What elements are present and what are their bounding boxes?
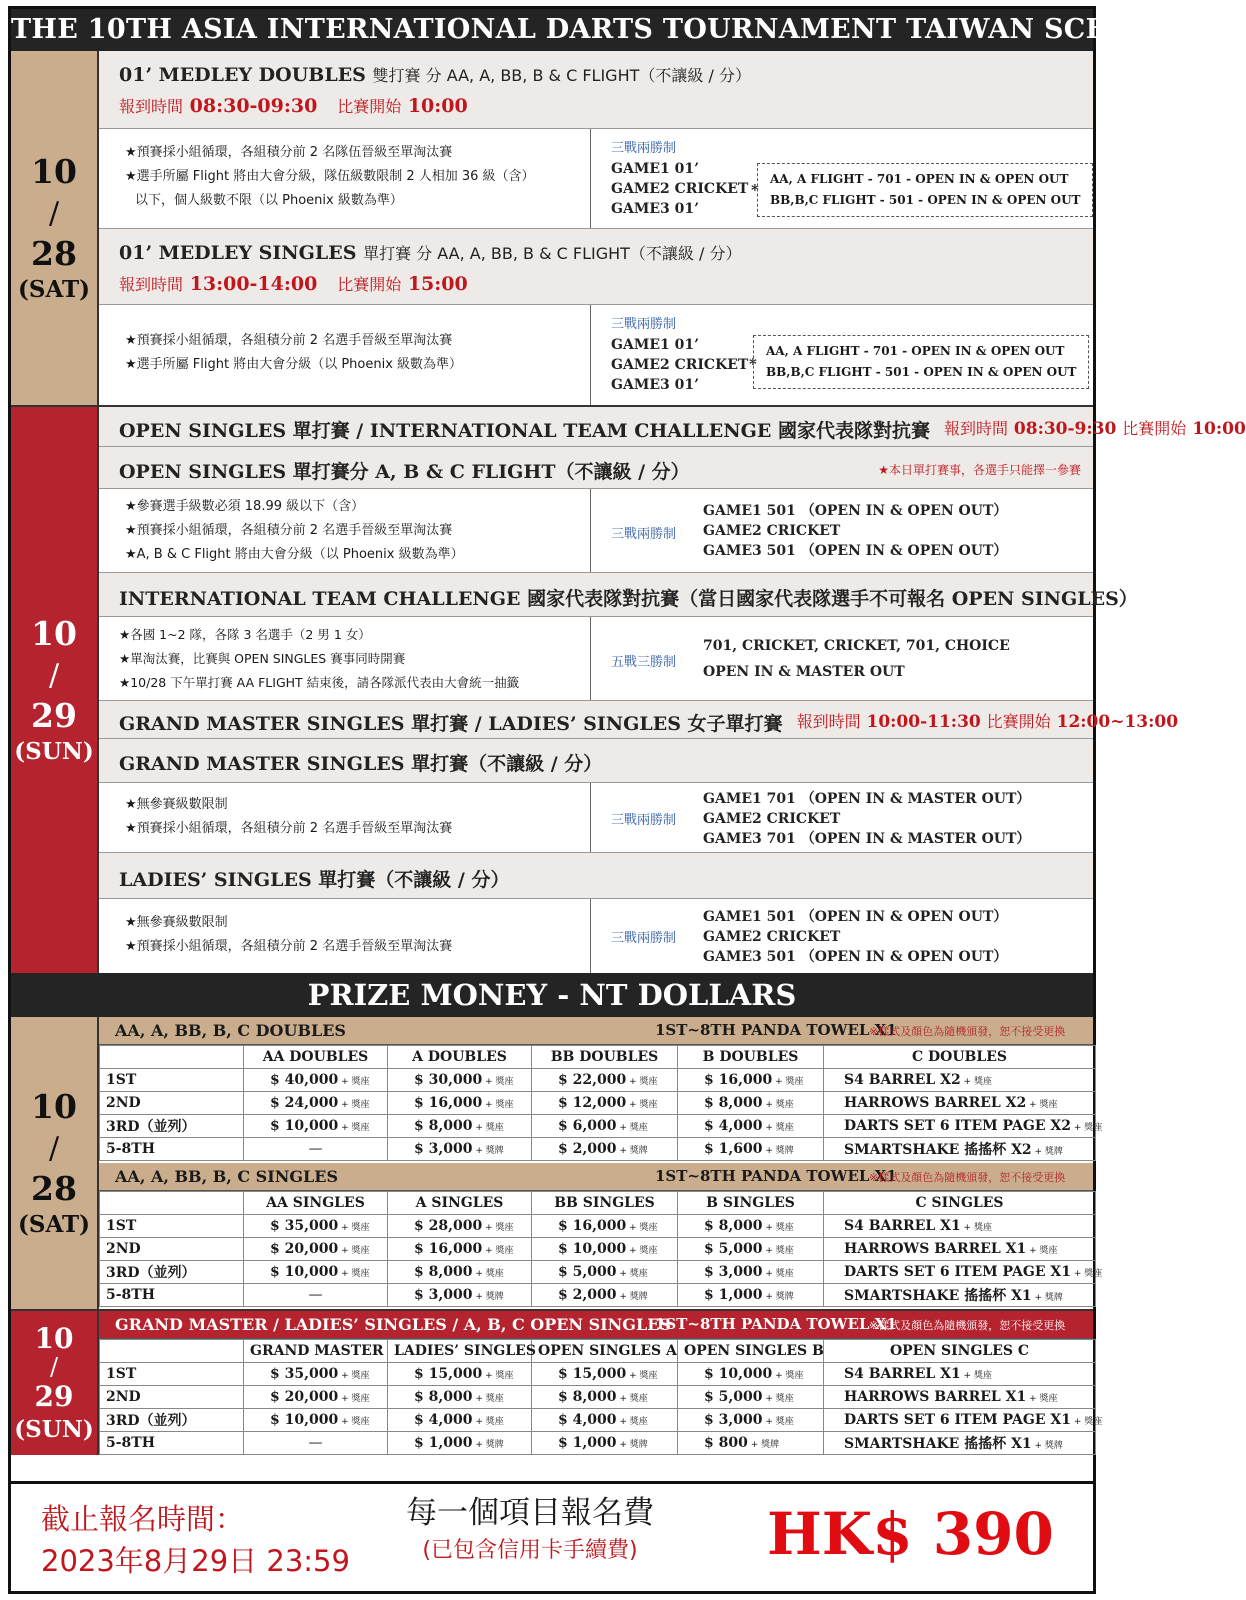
grand-master-ladies-header: GRAND MASTER SINGLES 單打賽 / LADIES’ SINGLES 女子單打賽 報到時間 10:00-11:30 比賽開始 12:00~13:00 <box>99 701 1093 739</box>
prize-column-header: C DOUBLES <box>824 1046 1096 1069</box>
prize-column-header: OPEN SINGLES B <box>678 1340 824 1363</box>
prize-row <box>100 1069 1096 1092</box>
prize-column-header: OPEN SINGLES A <box>532 1340 678 1363</box>
ladies-singles-details: ★無參賽級數限制 ★預賽採小組循環，各組積分前 2 名選手晉級至單淘汰賽 三戰兩勝制 GAME1 501 （OPEN IN & OPEN OUT） GAME2 CRICKET GAME3 501 （OPEN IN & OPEN OUT） <box>99 899 1093 975</box>
grand-master-header: GRAND MASTER SINGLES 單打賽（不讓級 / 分） <box>99 739 1093 783</box>
prize-cell: — <box>244 1432 388 1455</box>
prize-cell: $ 8,000 + 獎座 <box>388 1261 532 1284</box>
prize-cell: $ 8,000 + 獎座 <box>678 1092 824 1115</box>
prize-cell: $ 10,000 + 獎座 <box>244 1261 388 1284</box>
prize-row <box>100 1386 1096 1409</box>
singles-prize-table <box>99 1191 1103 1307</box>
prize-day2: 10 / 29 (SUN) GRAND MASTER / LADIES’ SINGLES / A, B, C OPEN SINGLES 1ST~8TH PANDA TOWEL X1 ※樣式及顏色為隨機頒發，恕不接受更換 GRAND MASTER LADIES’ SINGLES OPEN SINGLES A OPEN SINGLES B OPEN SINGLES C 1ST $ 35,000 + 獎座 $ 15,000 + 獎座 $ 15,000 + 獎座 $ 10,000 + 獎座 S4 BARREL X1 + 獎座 2ND $ 20,000 + 獎座 $ 8,000 + 獎座 $ 8,000 + 獎座 $ 5,000 + 獎座 HARROWS BARREL X1 + 獎座 3RD（並列） $ 10,000 + 獎座 $ 4,000 + 獎座 $ 4,000 + 獎座 $ 3,000 + 獎座 DARTS SET 6 ITEM PAGE X1 + 獎座 5-8TH — $ 1,000 + 獎牌 $ 1,000 + 獎牌 $ 800 + 獎牌 SMARTSHAKE 搖搖杯 X1 + 獎牌 <box>11 1309 1093 1455</box>
day1-date: 10 / 28 (SAT) <box>11 51 97 405</box>
prize-cell: $ 10,000 + 獎座 <box>244 1115 388 1138</box>
schedule-page <box>8 6 1246 1594</box>
day1-schedule <box>11 51 1093 405</box>
prize-column-header: GRAND MASTER <box>244 1340 388 1363</box>
team-challenge-header: INTERNATIONAL TEAM CHALLENGE 國家代表隊對抗賽（當日國家代表隊選手不可報名 OPEN SINGLES） <box>99 573 1093 617</box>
prize-cell: $ 16,000 + 獎座 <box>388 1238 532 1261</box>
prize-cell: $ 1,600 + 獎牌 <box>678 1138 824 1161</box>
deadline: 截止報名時間： 2023年8月29日 23:59 <box>41 1502 350 1578</box>
prize-row <box>100 1363 1096 1386</box>
prize-cell: $ 22,000 + 獎座 <box>532 1069 678 1092</box>
prize-column-header: B SINGLES <box>678 1192 824 1215</box>
table-corner <box>100 1046 244 1069</box>
prize-row <box>100 1215 1096 1238</box>
prize-cell: $ 10,000 + 獎座 <box>532 1238 678 1261</box>
prize-cell: $ 20,000 + 獎座 <box>244 1238 388 1261</box>
prize-column-header: AA SINGLES <box>244 1192 388 1215</box>
team-challenge-details: ★各國 1~2 隊，各隊 3 名選手（2 男 1 女） ★單淘汰賽，比賽與 OPEN SINGLES 賽事同時開賽 ★10/28 下午單打賽 AA FLIGHT 結束後，請各隊派代表由大會統一抽籤 五戰三勝制 701, CRICKET, CRICKET, 701, CHOICE OPEN IN & MASTER OUT <box>99 617 1093 701</box>
prize-cell: $ 16,000 + 獎座 <box>388 1092 532 1115</box>
prize-cell: $ 800 + 獎牌 <box>678 1432 824 1455</box>
prize-money-title: PRIZE MONEY - NT DOLLARS <box>11 973 1093 1017</box>
prize-place: 5-8TH <box>100 1138 244 1161</box>
prize-place: 5-8TH <box>100 1432 244 1455</box>
prize-cell: $ 1,000 + 獎牌 <box>678 1284 824 1307</box>
prize-cell: SMARTSHAKE 搖搖杯 X1 + 獎牌 <box>824 1432 1096 1455</box>
prize-cell: $ 1,000 + 獎牌 <box>388 1432 532 1455</box>
prize-column-header: A DOUBLES <box>388 1046 532 1069</box>
page-title: THE 10TH ASIA INTERNATIONAL DARTS TOURNAMENT TAIWAN SCHEDULE <box>11 9 1093 51</box>
table-corner <box>100 1340 244 1363</box>
prize-cell: $ 3,000 + 獎座 <box>678 1261 824 1284</box>
prize-row <box>100 1432 1096 1455</box>
table-corner <box>100 1192 244 1215</box>
day2-schedule <box>11 405 1246 973</box>
prize-place: 5-8TH <box>100 1284 244 1307</box>
prize-cell: SMARTSHAKE 搖搖杯 X2 + 獎牌 <box>824 1138 1096 1161</box>
prize-cell: DARTS SET 6 ITEM PAGE X1 + 獎座 <box>824 1261 1096 1284</box>
open-prize-table <box>99 1339 1103 1455</box>
prize-row <box>100 1092 1096 1115</box>
prize-cell: $ 10,000 + 獎座 <box>678 1363 824 1386</box>
prize-cell: $ 15,000 + 獎座 <box>388 1363 532 1386</box>
prize-cell: DARTS SET 6 ITEM PAGE X2 + 獎座 <box>824 1115 1096 1138</box>
prize-cell: $ 3,000 + 獎牌 <box>388 1284 532 1307</box>
prize-cell: — <box>244 1138 388 1161</box>
prize-cell: $ 30,000 + 獎座 <box>388 1069 532 1092</box>
prize-place: 2ND <box>100 1238 244 1261</box>
prize-cell: $ 3,000 + 獎牌 <box>388 1138 532 1161</box>
prize-cell: $ 8,000 + 獎座 <box>678 1215 824 1238</box>
registration-footer <box>11 1481 1093 1591</box>
prize-cell: $ 15,000 + 獎座 <box>532 1363 678 1386</box>
prize-cell: HARROWS BARREL X2 + 獎座 <box>824 1092 1096 1115</box>
prize-cell: $ 3,000 + 獎座 <box>678 1409 824 1432</box>
prize-cell: $ 4,000 + 獎座 <box>388 1409 532 1432</box>
ladies-singles-header: LADIES’ SINGLES 單打賽（不讓級 / 分） <box>99 853 1093 899</box>
prize-cell: $ 6,000 + 獎座 <box>532 1115 678 1138</box>
prize-cell: $ 5,000 + 獎座 <box>678 1386 824 1409</box>
entry-price: HK$ 390 <box>767 1500 1054 1568</box>
day2-date: 10 / 29 (SUN) <box>11 407 97 973</box>
prize-column-header: C SINGLES <box>824 1192 1096 1215</box>
prize-cell: $ 24,000 + 獎座 <box>244 1092 388 1115</box>
prize-cell: $ 10,000 + 獎座 <box>244 1409 388 1432</box>
open-singles-team-header: OPEN SINGLES 單打賽 / INTERNATIONAL TEAM CHALLENGE 國家代表隊對抗賽 報到時間 08:30-9:30 比賽開始 10:00 <box>99 407 1093 447</box>
prize-row <box>100 1115 1096 1138</box>
prize-cell: $ 20,000 + 獎座 <box>244 1386 388 1409</box>
prize-cell: $ 4,000 + 獎座 <box>678 1115 824 1138</box>
prize-cell: S4 BARREL X1 + 獎座 <box>824 1215 1096 1238</box>
prize-cell: $ 4,000 + 獎座 <box>532 1409 678 1432</box>
prize-column-header: LADIES’ SINGLES <box>388 1340 532 1363</box>
prize-place: 1ST <box>100 1363 244 1386</box>
prize-row <box>100 1238 1096 1261</box>
prize-place: 3RD（並列） <box>100 1409 244 1432</box>
prize-cell: $ 2,000 + 獎牌 <box>532 1138 678 1161</box>
prize-row <box>100 1261 1096 1284</box>
prize-column-header: AA DOUBLES <box>244 1046 388 1069</box>
prize-row <box>100 1284 1096 1307</box>
medley-singles-header: 01’ MEDLEY SINGLES 單打賽 分 AA, A, BB, B & C FLIGHT（不讓級 / 分） 報到時間 13:00-14:00 比賽開始 15:00 <box>99 229 1093 305</box>
prize-cell: $ 16,000 + 獎座 <box>532 1215 678 1238</box>
prize-cell: $ 35,000 + 獎座 <box>244 1215 388 1238</box>
prize-row <box>100 1409 1096 1432</box>
prize-cell: $ 28,000 + 獎座 <box>388 1215 532 1238</box>
entry-fee: 每一個項目報名費 (已包含信用卡手續費) <box>406 1495 654 1563</box>
open-singles-header: OPEN SINGLES 單打賽分 A, B & C FLIGHT（不讓級 / 分） ★本日單打賽事，各選手只能擇一參賽 <box>99 447 1093 489</box>
prize-column-header: A SINGLES <box>388 1192 532 1215</box>
prize-cell: HARROWS BARREL X1 + 獎座 <box>824 1386 1096 1409</box>
prize-cell: SMARTSHAKE 搖搖杯 X1 + 獎牌 <box>824 1284 1096 1307</box>
prize-cell: $ 12,000 + 獎座 <box>532 1092 678 1115</box>
prize-place: 3RD（並列） <box>100 1115 244 1138</box>
medley-singles-details: ★預賽採小組循環，各組積分前 2 名選手晉級至單淘汰賽 ★選手所屬 Flight 將由大會分級（以 Phoenix 級數為準） 三戰兩勝制 GAME1 01’ GAME2 CRICKET GAME3 01’ * AA, A FLIGHT - 701 - OPEN IN & OPEN OUT BB,B,C FLIGHT - 501 - OPEN IN & OPEN OUT <box>99 305 1093 405</box>
prize-cell: $ 8,000 + 獎座 <box>388 1386 532 1409</box>
prize-column-header: BB SINGLES <box>532 1192 678 1215</box>
prize-place: 3RD（並列） <box>100 1261 244 1284</box>
grand-master-details: ★無參賽級數限制 ★預賽採小組循環，各組積分前 2 名選手晉級至單淘汰賽 三戰兩勝制 GAME1 701 （OPEN IN & MASTER OUT） GAME2 CRICKET GAME3 701 （OPEN IN & MASTER OUT） <box>99 783 1093 853</box>
medley-doubles-header: 01’ MEDLEY DOUBLES 雙打賽 分 AA, A, BB, B & C FLIGHT（不讓級 / 分） 報到時間 08:30-09:30 比賽開始 10:00 <box>99 51 1093 129</box>
prize-place: 2ND <box>100 1092 244 1115</box>
prize-place: 1ST <box>100 1215 244 1238</box>
prize-cell: $ 8,000 + 獎座 <box>388 1115 532 1138</box>
prize-cell: $ 40,000 + 獎座 <box>244 1069 388 1092</box>
open-prize-header: GRAND MASTER / LADIES’ SINGLES / A, B, C OPEN SINGLES 1ST~8TH PANDA TOWEL X1 ※樣式及顏色為隨機頒發，恕不接受更換 <box>99 1311 1093 1339</box>
prize-cell: S4 BARREL X2 + 獎座 <box>824 1069 1096 1092</box>
prize-column-header: BB DOUBLES <box>532 1046 678 1069</box>
prize-cell: $ 16,000 + 獎座 <box>678 1069 824 1092</box>
prize-cell: S4 BARREL X1 + 獎座 <box>824 1363 1096 1386</box>
open-singles-details: ★參賽選手級數必須 18.99 級以下（含） ★預賽採小組循環，各組積分前 2 名選手晉級至單淘汰賽 ★A, B & C Flight 將由大會分級（以 Phoenix 級數為準） 三戰兩勝制 GAME1 501 （OPEN IN & OPEN OUT） GAME2 CRICKET GAME3 501 （OPEN IN & OPEN OUT） <box>99 489 1093 573</box>
flight-rules-box: AA, A FLIGHT - 701 - OPEN IN & OPEN OUT BB,B,C FLIGHT - 501 - OPEN IN & OPEN OUT <box>757 163 1093 217</box>
prize-day1: 10 / 28 (SAT) AA, A, BB, B, C DOUBLES 1ST~8TH PANDA TOWEL X1 ※樣式及顏色為隨機頒發，恕不接受更換 AA DOUBLES A DOUBLES BB DOUBLES B DOUBLES C DOUBLES 1ST $ 40,000 + 獎座 $ 30,000 + 獎座 $ 22,000 + 獎座 $ 16,000 + 獎座 S4 BARREL X2 + 獎座 2ND $ 24,000 + 獎座 $ 16,000 + 獎座 $ 12,000 + 獎座 $ 8,000 + 獎座 HARROWS BARREL X2 + 獎座 3RD（並列） $ 10,000 + 獎座 $ 8,000 + 獎座 $ 6,000 + 獎座 $ 4,000 + 獎座 DARTS SET 6 ITEM PAGE X2 + 獎座 5-8TH — $ 3,000 + 獎牌 $ 2,000 + 獎牌 $ 1,600 + 獎牌 SMARTSHAKE 搖搖杯 X2 + 獎牌 AA, A, BB, B, C SINGLES 1ST~8TH PANDA TOWEL X1 ※樣式及顏色為隨機頒發，恕不接受更換 AA SINGLES A SINGLES BB SINGLES B SINGLES C SINGLES 1ST $ 35,000 + 獎座 $ 28,000 + 獎座 $ 16,000 + 獎座 $ 8,000 + 獎座 S4 BARREL X1 + 獎座 2ND $ 20,000 + 獎座 $ 16,000 + 獎座 $ 10,000 + 獎座 $ 5,000 + 獎座 HARROWS BARREL X1 + 獎座 3RD（並列） $ 10,000 + 獎座 $ 8,000 + 獎座 $ 5,000 + 獎座 $ 3,000 + 獎座 DARTS SET 6 ITEM PAGE X1 + 獎座 5-8TH — $ 3,000 + 獎牌 $ 2,000 + 獎牌 $ 1,000 + 獎牌 SMARTSHAKE 搖搖杯 X1 + 獎牌 <box>11 1017 1093 1309</box>
prize-cell: $ 35,000 + 獎座 <box>244 1363 388 1386</box>
doubles-prize-table <box>99 1045 1103 1161</box>
prize-row <box>100 1138 1096 1161</box>
prize-cell: $ 2,000 + 獎牌 <box>532 1284 678 1307</box>
prize-cell: DARTS SET 6 ITEM PAGE X1 + 獎座 <box>824 1409 1096 1432</box>
prize-column-header: B DOUBLES <box>678 1046 824 1069</box>
prize-column-header: OPEN SINGLES C <box>824 1340 1096 1363</box>
medley-doubles-details: ★預賽採小組循環，各組積分前 2 名隊伍晉級至單淘汰賽 ★選手所屬 Flight 將由大會分級，隊伍級數限制 2 人相加 36 級（含） 以下，個人級數不限（以 Phoenix 級數為準） 三戰兩勝制 GAME1 01’ GAME2 CRICKET GAME3 01’ * AA, A FLIGHT - 701 - OPEN IN & OPEN OUT BB,B,C FLIGHT - 501 - OPEN IN & OPEN OUT <box>99 129 1093 229</box>
prize-cell: — <box>244 1284 388 1307</box>
prize-cell: $ 1,000 + 獎牌 <box>532 1432 678 1455</box>
prize-cell: HARROWS BARREL X1 + 獎座 <box>824 1238 1096 1261</box>
prize-cell: $ 5,000 + 獎座 <box>678 1238 824 1261</box>
flight-rules-box: AA, A FLIGHT - 701 - OPEN IN & OPEN OUT BB,B,C FLIGHT - 501 - OPEN IN & OPEN OUT <box>753 335 1089 389</box>
singles-prize-header: AA, A, BB, B, C SINGLES 1ST~8TH PANDA TOWEL X1 ※樣式及顏色為隨機頒發，恕不接受更換 <box>99 1163 1093 1191</box>
prize-cell: $ 5,000 + 獎座 <box>532 1261 678 1284</box>
prize-place: 2ND <box>100 1386 244 1409</box>
prize-place: 1ST <box>100 1069 244 1092</box>
doubles-prize-header: AA, A, BB, B, C DOUBLES 1ST~8TH PANDA TOWEL X1 ※樣式及顏色為隨機頒發，恕不接受更換 <box>99 1017 1093 1045</box>
prize-cell: $ 8,000 + 獎座 <box>532 1386 678 1409</box>
